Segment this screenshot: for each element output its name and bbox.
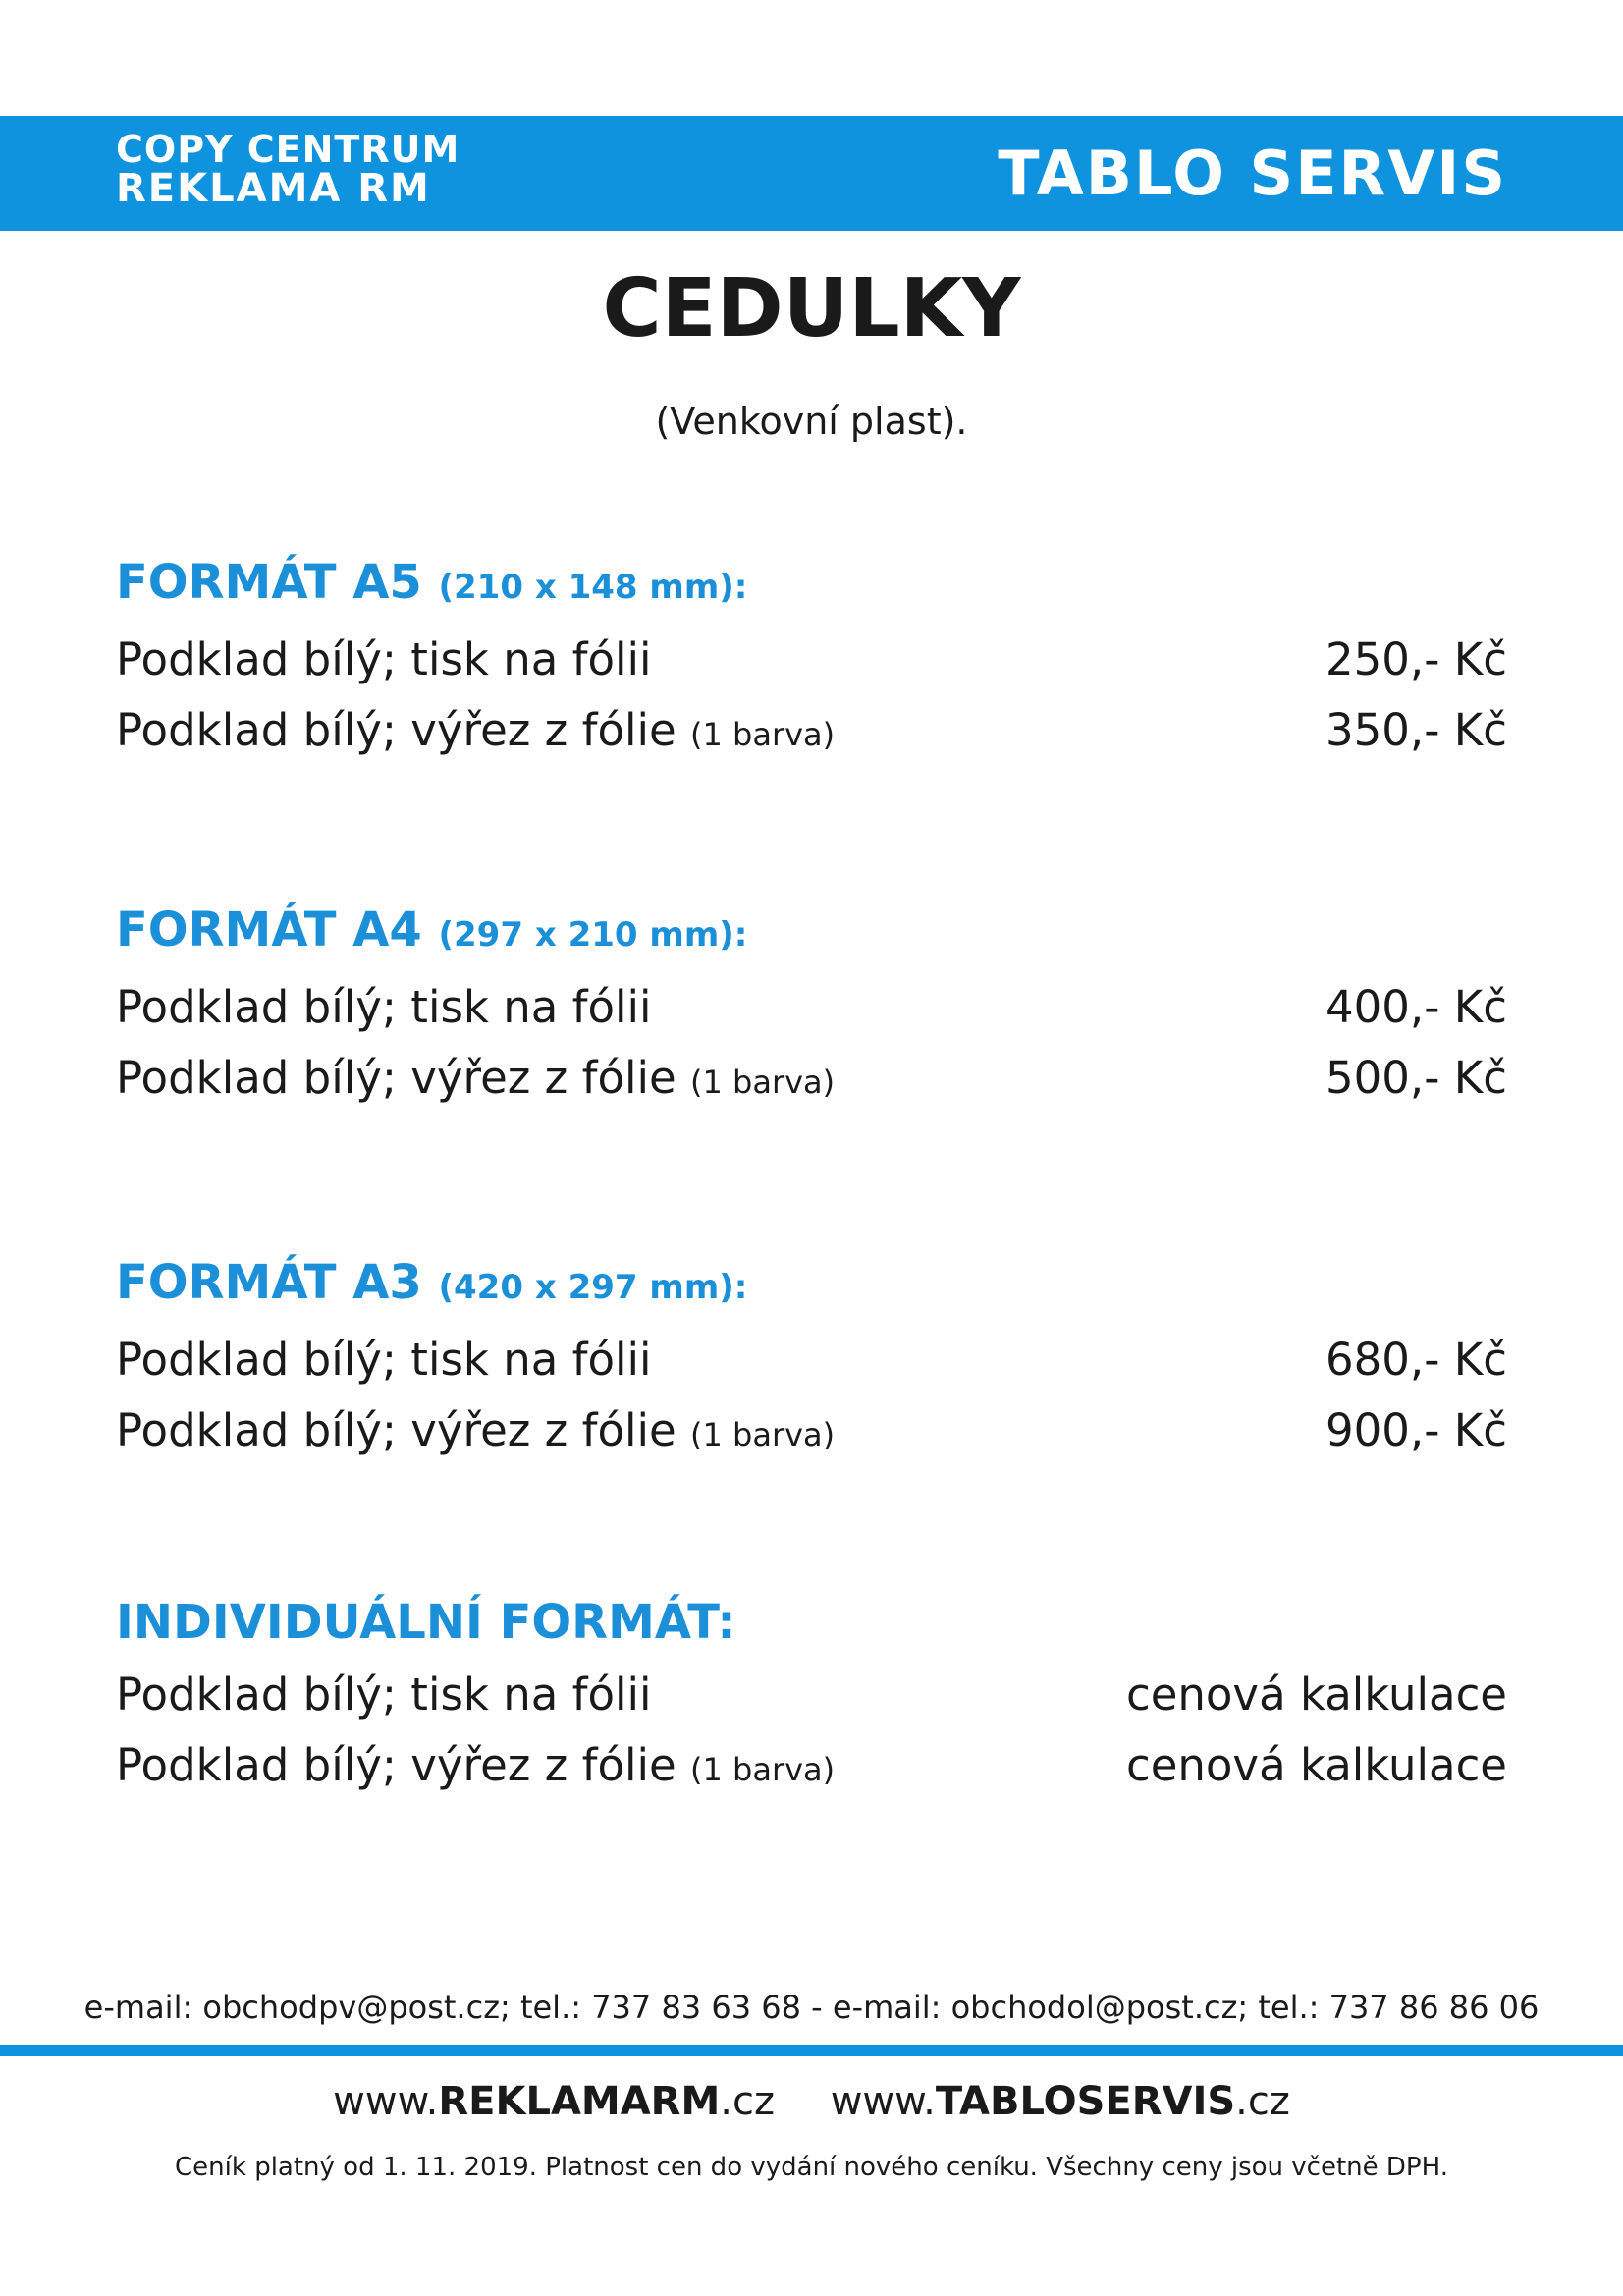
contact-info: e-mail: obchodpv@post.cz; tel.: 737 83 63 68 - e-mail: obchodol@post.cz; tel.: 737 86 86 06 (83, 1989, 1540, 2026)
price-row (116, 1043, 1507, 1118)
brand-line-2: REKLAMA RM (116, 166, 431, 211)
section-a4 (116, 901, 1507, 1118)
section-dimensions: (420 x 297 mm): (438, 1268, 748, 1307)
price-row (116, 625, 1507, 695)
section-a5 (116, 553, 1507, 770)
price-row (116, 1730, 1507, 1805)
item-label: Podklad bílý; tisk na fólii (116, 1334, 652, 1386)
item-price: 680,- Kč (1325, 1334, 1507, 1386)
item-note: (1 barva) (690, 1751, 836, 1788)
item-note: (1 barva) (690, 1416, 836, 1453)
item-label: Podklad bílý; výřez z fólie (116, 1739, 676, 1791)
section-dimensions: (297 x 210 mm): (438, 915, 748, 955)
section-heading (116, 901, 1507, 964)
section-dimensions: (210 x 148 mm): (438, 568, 748, 607)
price-row (116, 972, 1507, 1043)
item-price: 500,- Kč (1325, 1052, 1507, 1104)
website-tabloservis-link[interactable]: www.TABLOSERVIS.cz (830, 2079, 1290, 2124)
item-label: Podklad bílý; výřez z fólie (116, 704, 676, 756)
section-heading (116, 1593, 1507, 1652)
price-row (116, 695, 1507, 770)
section-name: FORMÁT A3 (116, 1255, 422, 1310)
section-individual (116, 1593, 1507, 1805)
websites (0, 2074, 1623, 2129)
section-a3 (116, 1253, 1507, 1470)
section-name: FORMÁT A4 (116, 902, 422, 957)
item-label: Podklad bílý; tisk na fólii (116, 1668, 652, 1721)
price-row (116, 1395, 1507, 1470)
item-price: 250,- Kč (1325, 633, 1507, 685)
item-price: 900,- Kč (1325, 1404, 1507, 1456)
item-price: cenová kalkulace (1125, 1739, 1507, 1791)
item-note: (1 barva) (690, 716, 836, 753)
copy-centrum-logo (116, 128, 460, 211)
brand-line-1: COPY CENTRUM (116, 128, 460, 171)
item-label: Podklad bílý; tisk na fólii (116, 981, 652, 1033)
tablo-servis-logo: TABLO SERVIS (998, 137, 1507, 209)
page-subtitle: (Venkovní plast). (655, 400, 968, 443)
section-heading (116, 1253, 1507, 1317)
item-label: Podklad bílý; výřez z fólie (116, 1404, 676, 1456)
page-title: CEDULKY (602, 262, 1021, 355)
item-price: 350,- Kč (1325, 704, 1507, 756)
section-name: INDIVIDUÁLNÍ FORMÁT: (116, 1595, 736, 1650)
section-heading (116, 553, 1507, 617)
item-price: 400,- Kč (1325, 981, 1507, 1033)
price-row (116, 1660, 1507, 1730)
item-label: Podklad bílý; tisk na fólii (116, 633, 652, 685)
item-price: cenová kalkulace (1125, 1668, 1507, 1721)
price-row (116, 1325, 1507, 1395)
website-reklamarm-link[interactable]: www.REKLAMARM.cz (333, 2079, 775, 2124)
item-label: Podklad bílý; výřez z fólie (116, 1052, 676, 1104)
item-note: (1 barva) (690, 1064, 836, 1101)
validity-note: Ceník platný od 1. 11. 2019. Platnost cen do vydání nového ceníku. Všechny ceny jsou včetně DPH. (175, 2153, 1448, 2182)
footer-divider (0, 2045, 1623, 2056)
section-name: FORMÁT A5 (116, 555, 422, 610)
